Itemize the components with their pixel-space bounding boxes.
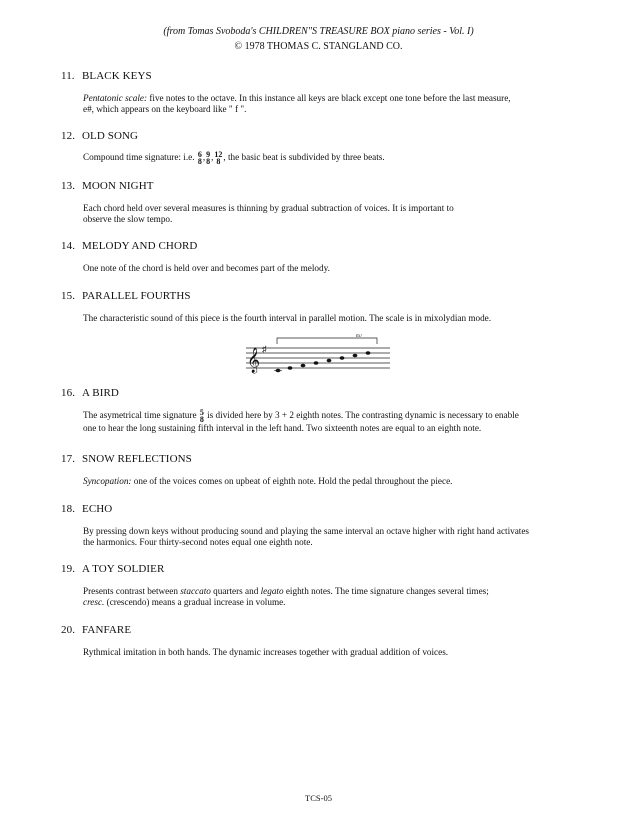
time-signature-5-8: 5 8: [199, 408, 204, 424]
scale-notes: [274, 351, 370, 372]
section-body-17: Syncopation: one of the voices comes on upbeat of eighth note. Hold the pedal throughout the piece.: [83, 476, 453, 486]
section-title-15: 15. PARALLEL FOURTHS: [61, 290, 191, 302]
section-body-11: Pentatonic scale: five notes to the octave. In this instance all keys are black except one tone before the last measure, e#, which appears on the keyboard like " f ".: [83, 93, 511, 114]
section-title-17: 17. SNOW REFLECTIONS: [61, 453, 192, 465]
section-body-18: By pressing down keys without producing sound and playing the same interval an octave higher with right hand activates the harmonics. Four thirty-second notes equal one eighth note.: [83, 526, 530, 547]
section-title-14: 14. MELODY AND CHORD: [61, 240, 198, 252]
music-staff-figure: [244, 334, 394, 382]
sharp-icon: ♯: [262, 344, 267, 354]
section-title-20: 20. FANFARE: [61, 624, 132, 636]
section-body-12: Compound time signature: i.e. 6 8 , 9 8 , 12 8 , the basic beat is subdivided by three beats.: [83, 150, 385, 166]
series-credit: (from Tomas Svoboda's CHILDREN"S TREASURE BOX piano series - Vol. I): [163, 26, 474, 37]
section-body-14: One note of the chord is held over and becomes part of the melody.: [83, 263, 330, 273]
page-footer-code: TCS-05: [305, 793, 332, 803]
section-body-15: The characteristic sound of this piece is the fourth interval in parallel motion. The scale is in mixolydian mode.: [83, 313, 492, 323]
section-title-12: 12. OLD SONG: [61, 130, 139, 142]
interval-label: m7: [356, 334, 363, 339]
section-title-13: 13. MOON NIGHT: [61, 180, 154, 192]
section-title-16: 16. A BIRD: [61, 387, 119, 399]
copyright-line: © 1978 THOMAS C. STANGLAND CO.: [234, 41, 403, 52]
section-body-19: Presents contrast between staccato quarters and legato eighth notes. The time signature changes several times; cresc. (crescendo) means a gradual increase in volume.: [83, 586, 489, 607]
section-title-19: 19. A TOY SOLDIER: [61, 563, 165, 575]
treble-clef-icon: 𝄞: [247, 347, 261, 372]
section-body-20: Rythmical imitation in both hands. The dynamic increases together with gradual addition of voices.: [83, 647, 449, 657]
time-signature-12-8: 12 8: [214, 150, 223, 166]
section-title-11: 11. BLACK KEYS: [61, 70, 152, 82]
section-title-18: 18. ECHO: [61, 503, 113, 515]
time-signature-6-8: 6 8: [197, 150, 202, 166]
time-signature-9-8: 9 8: [206, 150, 211, 166]
section-body-13: Each chord held over several measures is thinning by gradual subtraction of voices. It is important to observe the slow tempo.: [83, 203, 454, 224]
section-body-16: The asymetrical time signature 5 8 is divided here by 3 + 2 eighth notes. The contrasting dynamic is necessary to enable one to hear the long sustaining fifth interval in the left hand. Two sixteenth notes are equal to an eighth note.: [83, 408, 519, 433]
